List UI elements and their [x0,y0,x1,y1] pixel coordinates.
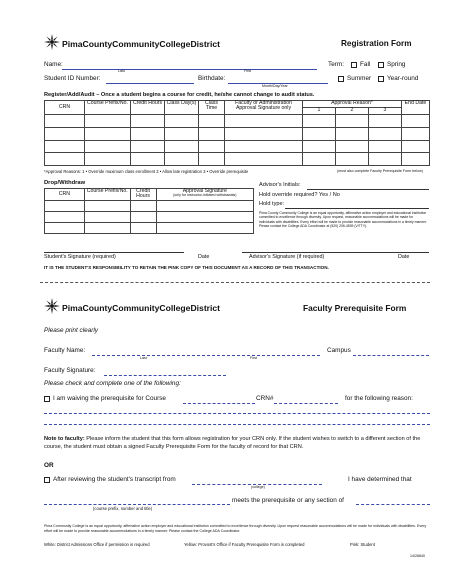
advisor-signature-label: Advisor's Signature (if required) [249,254,325,260]
reason-2: 2 [336,108,369,115]
course-prefix-field[interactable] [44,504,230,505]
campus-label: Campus [327,347,351,354]
determined-label: I have determined that [348,476,412,483]
copy-yellow-note: Yellow: Provost's Office if Faculty Prerequisite Form is completed [184,542,305,547]
fall-label: Fall [360,61,371,68]
drop-table [44,188,254,234]
waiving-checkbox[interactable] [44,396,50,402]
name-field[interactable] [62,69,317,70]
waiving-course-field[interactable] [183,403,255,404]
faculty-signature-label: Faculty Signature: [44,367,96,374]
drop-col-signature [156,189,253,201]
transcript-checkbox[interactable] [44,477,50,483]
col-days: Class Day(s) [165,101,199,115]
eeo-statement-small: Pima County Community College is an equal opportunity, affirmative action employer and educational institution committed to excellence through diversity. Upon request, reasonable accommodations will be made for individuals with disabilities. Every effort will be made to provide reasonable accommodations in a timely manner. Please contact the College ADA Coordinator at (520) 206-4539 (V/TTY). [259,211,427,228]
course-prefix-hint: (course prefix, number and title) [93,506,153,511]
hold-override-label: Hold override required? Yes / No [259,192,340,198]
register-row[interactable] [45,153,430,166]
first-label: First [244,69,251,73]
date-format-hint: Month/Day/Year [262,84,288,88]
drop-row[interactable] [45,201,254,212]
last-label: Last [118,69,125,73]
meets-prerequisite-label: meets the prerequisite or any section of [232,497,344,504]
summer-label: Summer [347,75,372,82]
meets-section-field[interactable] [356,504,430,505]
crn-label: CRN# [256,395,274,402]
summer-checkbox[interactable] [338,76,344,82]
drop-signature-sub: (only for instructor-initiated withdrawals) [173,193,237,198]
approval-reasons-note: *Approval Reasons: 1 • Override maximum class enrollment 2 • Allow late registration 3 • Override prerequisite [44,169,249,174]
name-label: Name: [44,61,63,68]
register-row[interactable] [45,115,430,128]
copy-white-note: White: District Admissions Office if permission is required [44,542,150,547]
page-title: Registration Form [341,39,412,48]
approval-reasons-small: (must also complete Faculty Prerequisite Form below) [337,169,423,173]
college-hint: (college) [251,485,265,489]
advisor-initials-label: Advisor's Initials: [259,182,301,188]
student-id-field[interactable] [106,83,194,84]
college-logo-icon-2 [44,298,60,314]
faculty-signature-field[interactable] [104,375,226,376]
term-label: Term: [328,61,344,68]
birthdate-label: Birthdate: [198,75,226,82]
student-id-label: Student ID Number: [44,75,101,82]
hold-type-field[interactable] [285,208,429,209]
footer-eeo-small: Pima Community College is an equal opportunity, affirmative action employer and educational institution committed to excellence through diversity. Upon request reasonable accommodations will be made for individuals with disabilities. Every effort will be made to provide reasonable accommodations in a timely manner. Please contact the College ADA Coordinator. [44,524,427,533]
reason-1: 1 [303,108,336,115]
college-logo-icon [44,34,60,50]
faculty-last-label: Last [140,356,147,360]
reason-line-1[interactable] [44,413,430,414]
note-label: Note to faculty: [44,436,85,442]
advisor-initials-field[interactable] [307,189,429,190]
crn-field[interactable] [274,403,338,404]
student-date-label: Date [198,254,210,260]
drop-withdraw-heading: Drop/Withdraw [44,180,86,186]
faculty-name-field[interactable] [92,355,320,356]
drop-col-crn: CRN [45,189,85,201]
drop-row[interactable] [45,223,254,234]
drop-row[interactable] [45,212,254,223]
year-round-label: Year-round [387,75,419,82]
faculty-first-label: First [250,356,257,360]
advisor-signature-line[interactable] [242,252,429,253]
year-round-checkbox[interactable] [378,76,384,82]
col-approval-signature: Faculty or Administration Approval Signature only [225,101,303,115]
register-add-audit-heading: Register/Add/Audit – Once a student begins a course for credit, he/she cannot change to audit status. [44,92,315,98]
spring-label: Spring [387,61,406,68]
col-credit: Credit Hours [131,101,165,115]
register-row[interactable] [45,127,430,140]
reason-3: 3 [369,108,402,115]
hold-type-label: Hold type: [259,201,285,207]
drop-col-course: Course Prefix/No. [84,189,130,201]
fall-checkbox[interactable] [351,62,357,68]
cut-line-divider [40,282,430,283]
reason-line-2[interactable] [44,424,430,425]
col-approval-reason: Approval Reason* [303,101,402,108]
col-end-date: End Date [402,101,430,115]
copy-pink-note: Pink: Student [350,542,375,547]
print-clearly-note: Please print clearly [44,327,98,334]
student-signature-label: Student's Signature (required) [44,254,116,260]
col-course: Course Prefix/No. [85,101,131,115]
after-reviewing-label: After reviewing the student's transcript from [53,476,176,483]
org-name: PimaCountyCommunityCollegeDistrict [62,39,221,49]
faculty-form-title: Faculty Prerequisite Form [303,303,407,313]
advisor-date-label: Date [398,254,410,260]
waiving-label: I am waiving the prerequisite for Course [53,395,166,402]
org-name-2: PimaCountyCommunityCollegeDistrict [62,303,221,313]
responsibility-notice: IT IS THE STUDENT'S RESPONSIBILITY TO RETAIN THE PINK COPY OF THIS DOCUMENT AS A RECORD OF THIS TRANSACTION. [44,265,329,270]
drop-signature-header: Approval Signature [182,188,227,194]
col-crn: CRN [45,101,85,115]
form-code: 14/26840 [410,554,425,558]
drop-col-credit: Credit Hours [130,189,156,201]
col-time: Class Time [199,101,225,115]
register-row[interactable] [45,140,430,153]
campus-field[interactable] [353,355,429,356]
check-complete-instruction: Please check and complete one of the following: [44,380,181,387]
note-to-faculty [44,435,430,451]
faculty-name-label: Faculty Name: [44,347,86,354]
or-label: OR [44,462,54,469]
spring-checkbox[interactable] [378,62,384,68]
note-text: Please inform the student that this form allows registration for your CRN only. If the student wishes to switch to a different section of the course, the student must obtain a signed Faculty Prerequisite Form for the faculty of record for that CRN. [44,436,421,451]
register-table [44,100,430,166]
reason-label: for the following reason: [345,395,413,402]
student-signature-line[interactable] [44,252,184,253]
